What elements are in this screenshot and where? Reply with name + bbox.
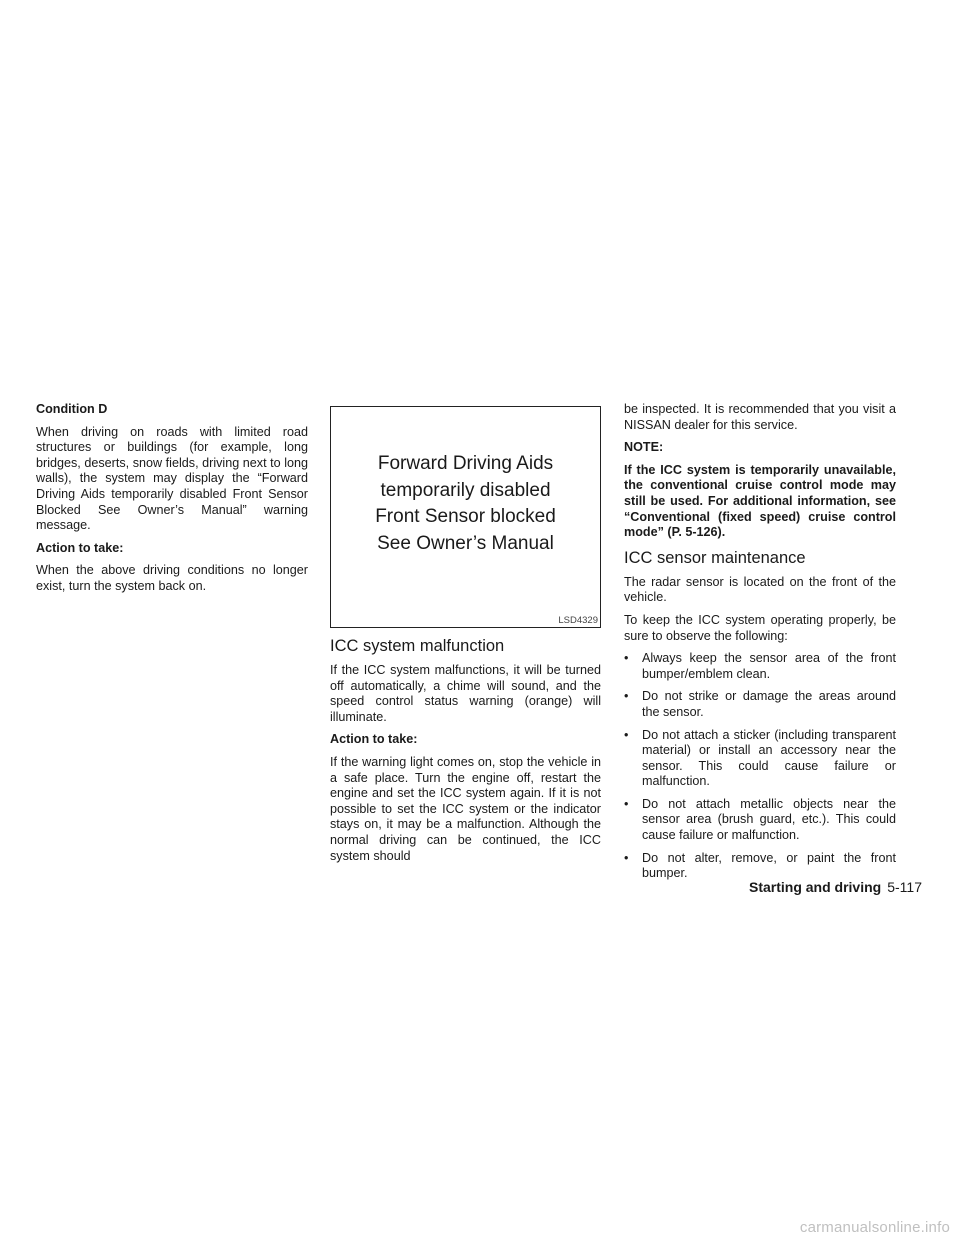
page-footer bbox=[749, 878, 922, 896]
action-label: Action to take: bbox=[36, 540, 124, 555]
continued-paragraph: be inspected. It is recommended that you visit a NISSAN dealer for this service. bbox=[624, 402, 896, 432]
bullet-icon: • bbox=[624, 651, 629, 666]
warning-line: See Owner’s Manual bbox=[377, 532, 554, 554]
bullet-icon: • bbox=[624, 796, 629, 811]
warning-line: Front Sensor blocked bbox=[375, 506, 556, 527]
observe-paragraph: To keep the ICC system operating properly, be sure to observe the following: bbox=[624, 612, 896, 643]
action-paragraph: When the above driving conditions no longer exist, turn the system back on. bbox=[36, 563, 308, 593]
maintenance-list bbox=[624, 651, 896, 882]
list-item-text: Do not attach a sticker (including transparent material) or install an accessory near the sensor. This could cause failure or malfunction. bbox=[642, 727, 896, 789]
note-label: NOTE: bbox=[624, 440, 664, 455]
watermark: carmanualsonline.info bbox=[799, 1219, 950, 1236]
list-item-text: Do not strike or damage the areas around the sensor. bbox=[642, 689, 896, 719]
list-item bbox=[624, 797, 896, 844]
section-title: Starting and driving bbox=[748, 879, 882, 895]
sensor-maintenance-heading: ICC sensor maintenance bbox=[624, 548, 806, 567]
sensor-location-paragraph: The radar sensor is located on the front of the vehicle. bbox=[624, 574, 896, 605]
bullet-icon: • bbox=[624, 850, 629, 865]
note-text: If the ICC system is temporarily unavailable, the conventional cruise control mode may still be used. For additional information, see “Conventional (fixed speed) cruise control mode” (P. 5-126). bbox=[624, 462, 896, 540]
list-item bbox=[624, 651, 896, 682]
malfunction-paragraph: If the ICC system malfunctions, it will be turned off automatically, a chime will sound, and the speed control status warning (orange) will illuminate. bbox=[330, 663, 601, 724]
warning-line: Forward Driving Aids bbox=[377, 453, 554, 474]
list-item-text: Always keep the sensor area of the front bumper/emblem clean. bbox=[642, 651, 896, 681]
middle-column bbox=[330, 636, 601, 871]
page-number: 5-117 bbox=[887, 879, 922, 895]
list-item-text: Do not alter, remove, or paint the front bumper. bbox=[642, 850, 896, 881]
figure-code: LSD4329 bbox=[558, 615, 598, 626]
bullet-icon: • bbox=[624, 689, 629, 704]
action-label: Action to take: bbox=[330, 732, 418, 747]
warning-message bbox=[331, 451, 600, 557]
list-item-text: Do not attach metallic objects near the sensor area (brush guard, etc.). This could cause failure or malfunction. bbox=[642, 796, 896, 843]
left-column bbox=[36, 402, 308, 602]
warning-display-figure bbox=[330, 406, 601, 628]
bullet-icon: • bbox=[624, 727, 629, 742]
list-item bbox=[624, 689, 896, 720]
condition-d-heading: Condition D bbox=[36, 402, 108, 416]
icc-malfunction-heading: ICC system malfunction bbox=[330, 637, 505, 655]
malfunction-action-paragraph: If the warning light comes on, stop the vehicle in a safe place. Turn the engine off, restart the engine and set the ICC system again. If it is not possible to set the ICC system or the indicator stays on, it may be a malfunction. Although the normal driving can be continued, the ICC system should bbox=[330, 754, 601, 863]
right-column bbox=[624, 402, 896, 889]
list-item bbox=[624, 728, 896, 790]
condition-d-paragraph: When driving on roads with limited road structures or buildings (for example, long bridges, deserts, snow fields, driving next to long walls), the system may display the “Forward Driving Aids temporarily disabled Front Sensor Blocked See Owner’s Manual” warning message. bbox=[36, 424, 308, 533]
warning-line: temporarily disabled bbox=[380, 479, 551, 501]
